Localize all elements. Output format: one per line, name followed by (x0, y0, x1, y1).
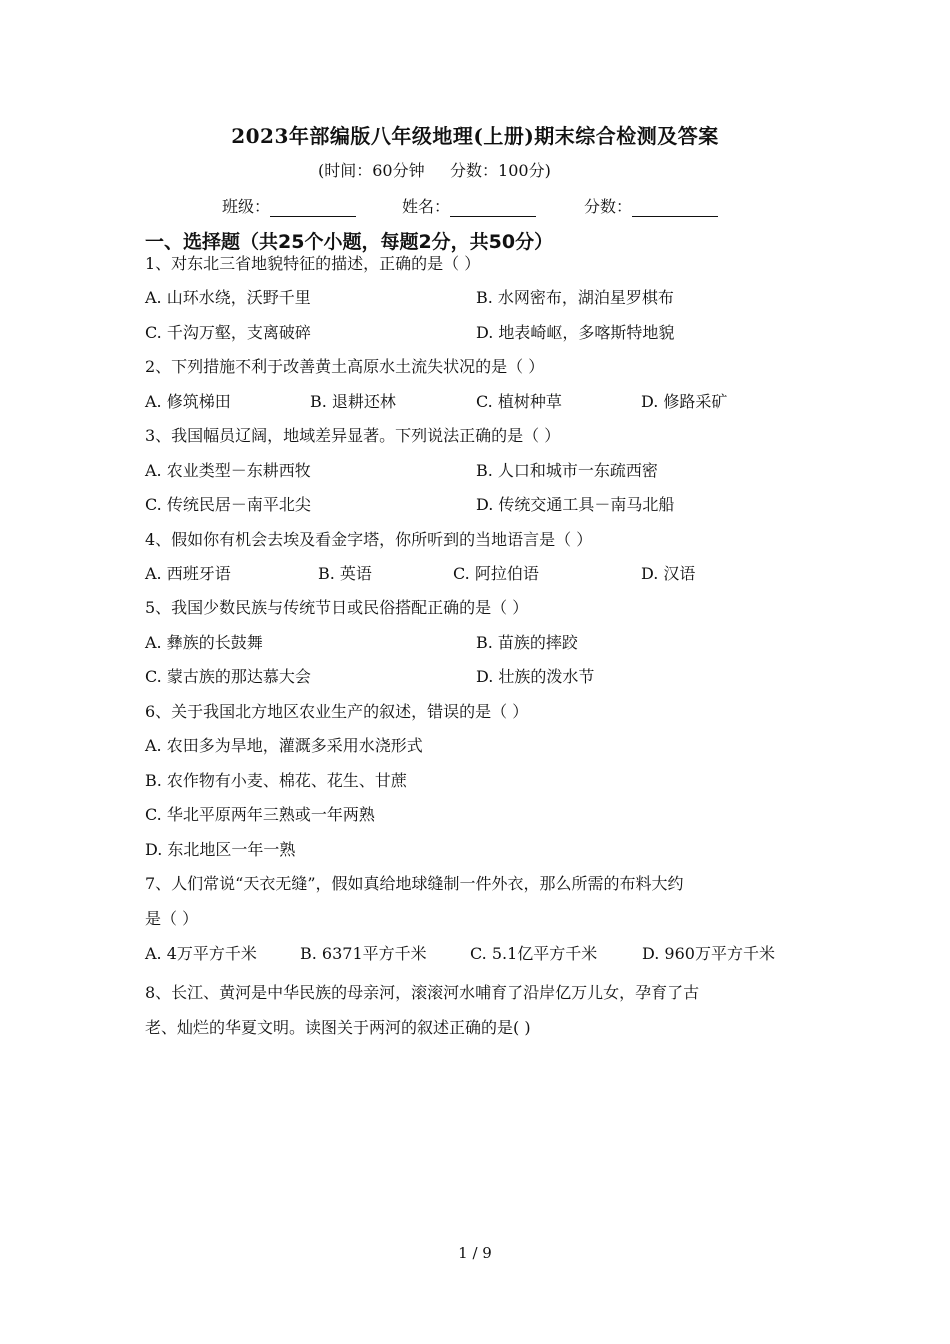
q2-option-c: C. 植树种草 (476, 392, 562, 411)
q6-option-a: A. 农田多为旱地，灌溉多采用水浇形式 (145, 736, 423, 755)
name-blank[interactable] (450, 198, 536, 217)
name-label: 姓名： (402, 197, 451, 216)
question-1: 1、对东北三省地貌特征的描述，正确的是（ ） (145, 254, 481, 273)
q4-option-b: B. 英语 (318, 564, 372, 583)
score-field (584, 194, 718, 217)
q2-option-b: B. 退耕还林 (310, 392, 396, 411)
q6-option-d: D. 东北地区一年一熟 (145, 840, 296, 859)
q3-option-d: D. 传统交通工具－南马北船 (476, 495, 675, 514)
q1-option-b: B. 水网密布，湖泊星罗棋布 (476, 288, 674, 307)
q5-option-b: B. 苗族的摔跤 (476, 633, 578, 652)
q7-option-a: A. 4万平方千米 (145, 944, 257, 963)
question-3: 3、我国幅员辽阔，地域差异显著。下列说法正确的是（ ） (145, 426, 561, 445)
page-number: 1 / 9 (458, 1244, 492, 1262)
q7-option-b: B. 6371平方千米 (300, 944, 427, 963)
question-8-line-2: 老、灿烂的华夏文明。读图关于两河的叙述正确的是( ) (145, 1018, 531, 1037)
q5-option-a: A. 彝族的长鼓舞 (145, 633, 263, 652)
question-4: 4、假如你有机会去埃及看金字塔，你所听到的当地语言是（ ） (145, 530, 593, 549)
question-5: 5、我国少数民族与传统节日或民俗搭配正确的是（ ） (145, 598, 529, 617)
doc-subtitle: (时间：60分钟 分数：100分) (318, 161, 551, 180)
q1-option-a: A. 山环水绕，沃野千里 (145, 288, 311, 307)
q6-option-c: C. 华北平原两年三熟或一年两熟 (145, 805, 375, 824)
q5-option-d: D. 壮族的泼水节 (476, 667, 595, 686)
section-heading: 一、选择题（共25个小题，每题2分，共50分） (145, 231, 554, 253)
question-6: 6、关于我国北方地区农业生产的叙述，错误的是（ ） (145, 702, 529, 721)
q3-option-b: B. 人口和城市一东疏西密 (476, 461, 658, 480)
class-label: 班级： (222, 197, 271, 216)
question-7-line-1: 7、人们常说“天衣无缝”，假如真给地球缝制一件外衣，那么所需的布料大约 (145, 874, 684, 893)
q3-option-a: A. 农业类型－东耕西牧 (145, 461, 311, 480)
question-8-line-1: 8、长江、黄河是中华民族的母亲河，滚滚河水哺育了沿岸亿万儿女，孕育了古 (145, 983, 700, 1002)
q1-option-d: D. 地表崎岖，多喀斯特地貌 (476, 323, 675, 342)
q7-option-c: C. 5.1亿平方千米 (470, 944, 598, 963)
q2-option-d: D. 修路采矿 (641, 392, 728, 411)
q3-option-c: C. 传统民居－南平北尖 (145, 495, 311, 514)
q4-option-a: A. 西班牙语 (145, 564, 231, 583)
q1-option-c: C. 千沟万壑，支离破碎 (145, 323, 311, 342)
question-2: 2、下列措施不利于改善黄土高原水土流失状况的是（ ） (145, 357, 545, 376)
score-blank[interactable] (632, 198, 718, 217)
q2-option-a: A. 修筑梯田 (145, 392, 231, 411)
q4-option-c: C. 阿拉伯语 (453, 564, 539, 583)
score-label: 分数： (584, 197, 633, 216)
question-7-line-2: 是（ ） (145, 909, 199, 928)
q6-option-b: B. 农作物有小麦、棉花、花生、甘蔗 (145, 771, 407, 790)
q5-option-c: C. 蒙古族的那达慕大会 (145, 667, 311, 686)
name-field (402, 194, 536, 217)
doc-title: 2023年部编版八年级地理(上册)期末综合检测及答案 (231, 124, 719, 148)
q7-option-d: D. 960万平方千米 (642, 944, 775, 963)
q4-option-d: D. 汉语 (641, 564, 696, 583)
class-field (222, 194, 356, 217)
class-blank[interactable] (270, 198, 356, 217)
